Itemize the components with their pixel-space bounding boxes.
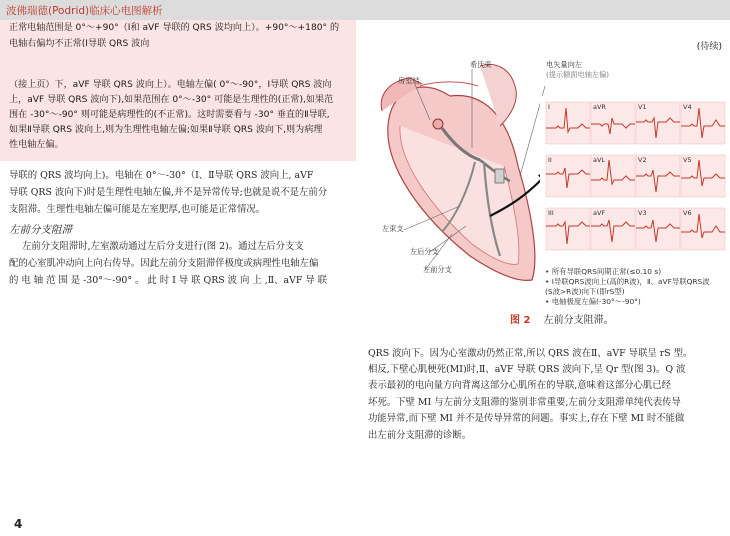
figure-bullet: (S波>R波)向下(即rS型) [545, 287, 625, 296]
header-title: 波佛瑞德(Podrid)临床心电图解析 [6, 5, 163, 17]
body-line: 导联 QRS 波向下)时是生理性电轴左偏,并不是异常传导;也就是说不是左前分 [9, 187, 328, 198]
section-heading: 左前分支阻滞 [9, 224, 72, 236]
heart-illustration [381, 64, 548, 280]
label-lbb: 左束支 [382, 224, 404, 233]
box-line: 如果Ⅱ导联 QRS 波向上,则为生理性电轴左偏;如果Ⅱ导联 QRS 波向下,则为病理 [9, 125, 323, 135]
label-laf: 左前分支 [423, 265, 452, 274]
lead-label: V1 [638, 103, 647, 111]
body-line: 配的心室肌冲动向上向右传导。因此左前分支阻滞伴极度或病理性电轴左偏 [9, 258, 319, 269]
figure-bullet: • 所有导联QRS间期正常(≤0.10 s) [545, 267, 662, 276]
page-number: 4 [14, 517, 23, 531]
lead-label: II [548, 156, 552, 164]
lead-label: III [548, 209, 554, 217]
box-line: 电轴右偏均不正常(Ⅰ导联 QRS 波向 [9, 39, 150, 49]
label-av-node: 房室结 [398, 76, 420, 85]
lead-label: V4 [683, 103, 692, 111]
lead-label: V5 [683, 156, 692, 164]
label-lpf: 左后分支 [410, 247, 439, 256]
body-line: 左前分支阻滞时,左室激动通过左后分支进行(图 2)。通过左后分支支 [22, 241, 304, 252]
body-line: 功能异常,而下壁 MI 并不是传导异常的问题。事实上,存在下壁 MI 时不能做 [368, 413, 685, 424]
lead-label: V2 [638, 156, 647, 164]
body-line: 坏死。下壁 MI 与左前分支阻滞的鉴别非常重要,左前分支阻滞单纯代表传导 [368, 397, 681, 408]
lead-label: aVL [593, 156, 606, 164]
figure-bullet: • 电轴极度左偏(-30°～-90°) [545, 297, 641, 306]
label-vector-note: (提示额面电轴左偏) [546, 70, 610, 79]
body-line: 出左前分支阻滞的诊断。 [368, 430, 472, 441]
figure-caption [510, 311, 614, 326]
label-vector: 电矢量向左 [546, 60, 582, 69]
figure-number: 图 2 [510, 315, 531, 326]
figure-caption-text: 左前分支阻滞。 [543, 315, 614, 326]
box-line: 正常电轴范围是 0°～+90°（Ⅰ和 aVF 导联的 QRS 波均向上）。+90°～+180° 的 [9, 23, 340, 33]
ecg-panels [540, 96, 730, 276]
body-line: 支阻滞。生理性电轴左偏可能是左室肥厚,也可能是正常情况。 [9, 204, 266, 215]
body-line: 表示最初的电向量方向背离这部分心肌所在的导联,意味着这部分心肌已经 [368, 380, 671, 391]
lead-label: aVF [593, 209, 606, 217]
lead-label: V3 [638, 209, 647, 217]
body-line: 相反,下壁心肌梗死(MI)时,Ⅱ、aVF 导联 QRS 波向下,呈 Qr 型(图 3)。Q 波 [368, 364, 686, 375]
body-line: 导联的 QRS 波均向上)。电轴在 0°～-30°（Ⅰ、Ⅱ导联 QRS 波向上, aVF [9, 170, 314, 181]
figure-bullet: • Ⅰ导联QRS波向上(高的R波)，Ⅱ、aVF导联QRS波 [545, 277, 710, 286]
box-line: 上，aVF 导联 QRS 波向下),如果范围在 0°～-30° 可能是生理性的(正常),如果范 [9, 95, 334, 105]
box-line: （接上页）下，aVF 导联 QRS 波向上）。电轴左偏( 0°～-90°，Ⅰ导联 QRS 波向 [9, 80, 332, 90]
lead-label: V6 [683, 209, 692, 217]
box-line: 围在 -30°～-90° 则可能是病理性的(不正常)。这时需要看与 -30° 垂直的Ⅱ导联, [9, 110, 330, 120]
label-his-bundle: 希氏束 [470, 60, 492, 69]
body-line: 的 电 轴 范 围 是 -30°～-90° 。 此 时 Ⅰ 导 联 QRS 波 向 上 ,Ⅱ、aVF 导 联 [9, 275, 328, 286]
lead-label: aVR [593, 103, 606, 111]
running-header [0, 0, 730, 20]
body-line: QRS 波向下。因为心室激动仍然正常,所以 QRS 波在Ⅱ、aVF 导联呈 rS 型。 [368, 348, 693, 359]
lead-label: I [548, 103, 550, 111]
box-line: 性电轴左偏。 [9, 140, 64, 150]
box-pending: (待续) [696, 42, 722, 52]
